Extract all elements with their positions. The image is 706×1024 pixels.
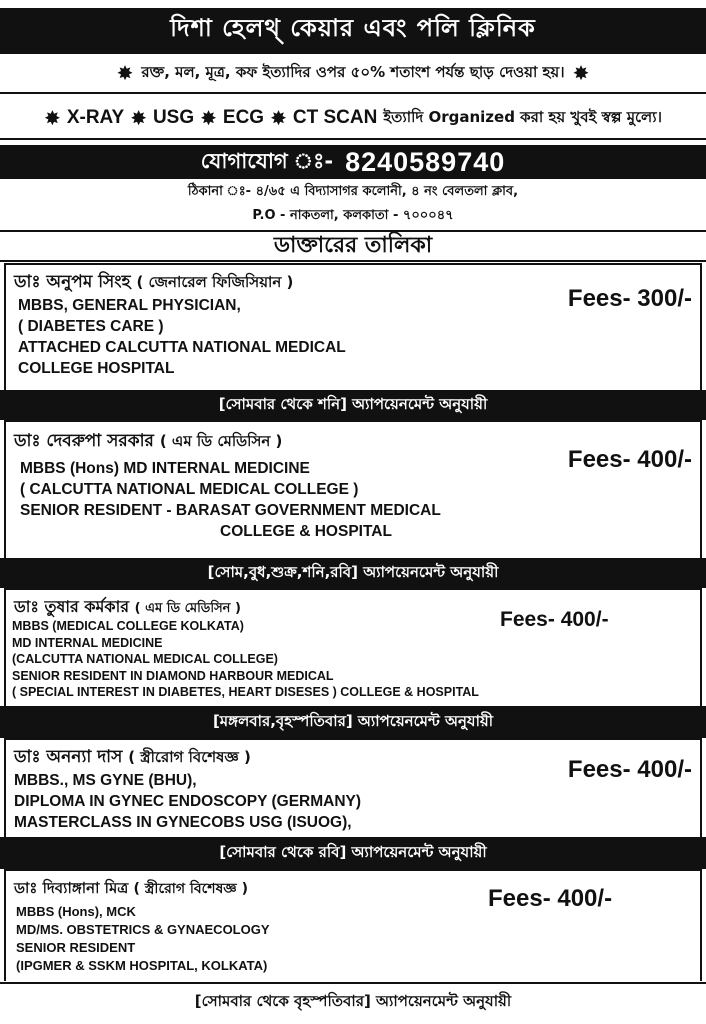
- appointment-bar: [0, 837, 706, 869]
- address-line-2-text: P.O - নাকতলা, কলকাতা - ৭০০০৪৭: [252, 207, 454, 223]
- doctor-fees: Fees- 400/-: [567, 446, 692, 473]
- qualification-line: (IPGMER & SSKM HOSPITAL, KOLKATA): [16, 958, 268, 973]
- qualification-line: MBBS, GENERAL PHYSICIAN,: [18, 297, 241, 314]
- qualification-line: MBBS (MEDICAL COLLEGE KOLKATA): [12, 619, 244, 633]
- qualification-line: MBBS., MS GYNE (BHU),: [14, 772, 197, 789]
- doctor-fees: Fees- 400/-: [500, 608, 609, 631]
- appointment-bar: [0, 706, 706, 738]
- doctor-specialty: ( স্ত্রীরোগ বিশেষজ্ঞ ): [133, 881, 248, 897]
- doctor-list-heading: [0, 230, 706, 262]
- qualification-line: ( CALCUTTA NATIONAL MEDICAL COLLEGE ): [20, 481, 359, 498]
- qualification-line: SENIOR RESIDENT: [16, 940, 136, 955]
- qualification-line: SENIOR RESIDENT - BARASAT GOVERNMENT MEDICAL: [20, 502, 441, 519]
- doctor-name-text: ডাঃ অনন্যা দাস: [14, 747, 123, 767]
- service-xray: X-RAY: [66, 107, 125, 128]
- services-note: ইত্যাদি Organized করা হয় খুবই স্বল্প মুল্যে।: [383, 107, 662, 126]
- qualification-line: MD INTERNAL MEDICINE: [12, 635, 163, 650]
- appointment-text: [সোমবার থেকে বৃহস্পতিবার] অ্যাপয়েনমেন্ট অনুযায়ী: [194, 991, 512, 1010]
- doctor-card: [0, 869, 706, 981]
- qualification-line: ( DIABETES CARE ): [18, 318, 164, 335]
- doctor-list-heading-text: ডাক্তারের তালিকা: [273, 232, 433, 258]
- doctor-card: [0, 420, 706, 558]
- doctor-name: [14, 269, 293, 297]
- appointment-bar: [0, 390, 706, 420]
- services-banner: [0, 98, 706, 140]
- address-line-1: [0, 180, 706, 204]
- qualification-line: COLLEGE HOSPITAL: [18, 360, 175, 377]
- doctor-card: [0, 588, 706, 706]
- doctor-qualifications: [18, 295, 346, 379]
- appointment-bar: [0, 982, 706, 1020]
- doctor-name: [14, 877, 248, 902]
- star-icon: ✸: [44, 106, 61, 130]
- appointment-text: [সোমবার থেকে রবি] অ্যাপয়েনমেন্ট অনুযায়ী: [219, 842, 487, 861]
- appointment-bar: [0, 558, 706, 588]
- star-icon: ✸: [200, 106, 217, 130]
- doctor-qualifications: [14, 770, 361, 833]
- service-usg: USG: [152, 107, 195, 128]
- contact-bar: [0, 145, 706, 179]
- star-icon: ✸: [130, 106, 147, 130]
- doctor-card: [0, 263, 706, 390]
- doctor-name-text: ডাঃ অনুপম সিংহ: [14, 272, 131, 292]
- doctor-fees: Fees- 400/-: [567, 756, 692, 783]
- qualification-line: COLLEGE & HOSPITAL: [220, 523, 392, 540]
- qualification-line: DIPLOMA IN GYNEC ENDOSCOPY (GERMANY): [14, 793, 362, 810]
- clinic-title: [0, 8, 706, 52]
- qualification-line: MBBS (Hons) MD INTERNAL MEDICINE: [20, 460, 310, 477]
- qualification-line: ATTACHED CALCUTTA NATIONAL MEDICAL: [18, 339, 346, 356]
- doctor-name: [14, 594, 241, 621]
- doctor-specialty: ( জেনারেল ফিজিসিয়ান ): [136, 273, 294, 291]
- doctor-name-text: ডাঃ দেবরুপা সরকার: [14, 431, 154, 451]
- address-line-2: [0, 204, 706, 228]
- doctor-name: [14, 744, 251, 772]
- qualification-line: (CALCUTTA NATIONAL MEDICAL COLLEGE): [12, 652, 278, 666]
- service-ct-scan: CT SCAN: [292, 107, 378, 128]
- doctor-name: [14, 428, 282, 456]
- doctor-specialty: ( এম ডি মেডিসিন ): [159, 432, 283, 450]
- clinic-title-text: দিশা হেলথ্ কেয়ার এবং পলি ক্লিনিক: [170, 14, 536, 42]
- appointment-text: [মঙ্গলবার,বৃহস্পতিবার] অ্যাপয়েনমেন্ট অনুযায়ী: [212, 711, 494, 730]
- doctor-name-text: ডাঃ দিব্যাঙ্গানা মিত্র: [14, 879, 129, 897]
- appointment-text: [সোমবার থেকে শনি] অ্যাপয়েনমেন্ট অনুযায়ী: [218, 394, 488, 413]
- doctor-name-text: ডাঃ তুষার কর্মকার: [14, 597, 130, 616]
- star-icon: ✸: [572, 61, 590, 85]
- doctor-card: [0, 738, 706, 837]
- doctor-qualifications: [16, 903, 270, 975]
- discount-text: রক্ত, মল, মূত্র, কফ ইত্যাদির ওপর ৫০% শতাংশ পর্যন্ত ছাড় দেওয়া হয়।: [141, 62, 565, 81]
- qualification-line: SENIOR RESIDENT IN DIAMOND HARBOUR MEDICAL: [12, 668, 334, 683]
- star-icon: ✸: [270, 106, 287, 130]
- doctor-specialty: ( স্ত্রীরোগ বিশেষজ্ঞ ): [128, 748, 251, 766]
- appointment-text: [সোম,বুধ,শুক্র,শনি,রবি] অ্যাপয়েনমেন্ট অনুযায়ী: [207, 562, 499, 581]
- contact-phone[interactable]: 8240589740: [345, 146, 506, 177]
- service-ecg: ECG: [222, 107, 265, 128]
- qualification-line: MD/MS. OBSTETRICS & GYNAECOLOGY: [16, 922, 270, 937]
- qualification-line: MBBS (Hons), MCK: [16, 904, 136, 919]
- contact-label: যোগাযোগ ঃ-: [200, 148, 334, 173]
- qualification-line: MASTERCLASS IN GYNECOBS USG (ISUOG),: [14, 814, 352, 831]
- doctor-qualifications: [12, 618, 479, 701]
- address-line-1-text: ঠিকানা ঃ- ৪/৬৫ এ বিদ্যাসাগর কলোনী, ৪ নং বেলতলা ক্লাব,: [187, 183, 519, 199]
- doctor-fees: Fees- 400/-: [488, 885, 613, 912]
- star-icon: ✸: [116, 61, 134, 85]
- discount-banner: [0, 52, 706, 94]
- qualification-line: ( SPECIAL INTEREST IN DIABETES, HEART DISESES ) COLLEGE & HOSPITAL: [12, 685, 479, 699]
- doctor-specialty: ( এম ডি মেডিসিন ): [134, 601, 241, 616]
- doctor-fees: Fees- 300/-: [567, 285, 692, 312]
- doctor-qualifications: [20, 458, 441, 542]
